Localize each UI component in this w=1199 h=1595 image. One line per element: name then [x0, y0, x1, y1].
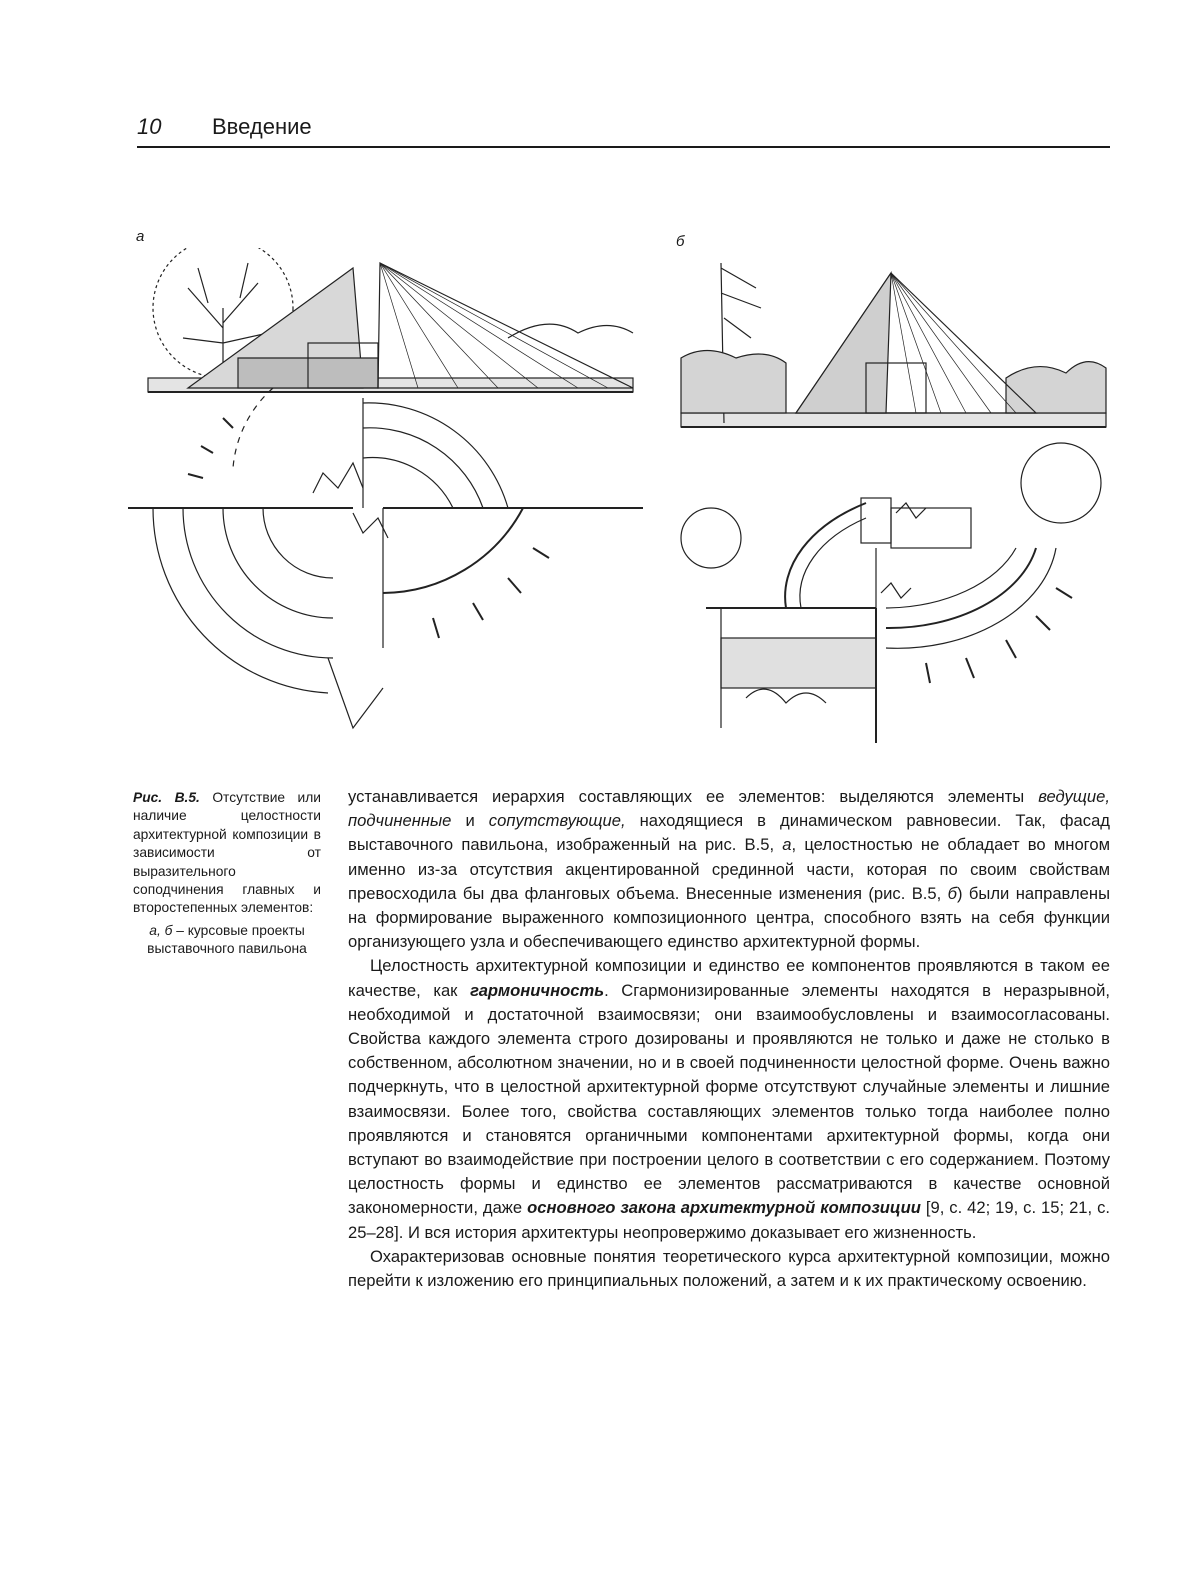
p1-emphasis-2: сопутствующие, [488, 811, 626, 831]
figure-label-b: б [676, 233, 685, 250]
body-text [348, 785, 1110, 1293]
p1-emphasis-3: а [782, 835, 792, 855]
figure-label-a: а [136, 228, 145, 245]
paragraph-2 [348, 954, 1110, 1244]
p2-text-c: [9, с. 42; 19, с. 15; 21, с. 25–28]. И вся история архитектуры неопровержимо доказывает его жизненность. [348, 1198, 1110, 1242]
p1-text-b: и [451, 811, 489, 831]
p2-term-2: основного закона архитектурной композиции [527, 1198, 921, 1218]
p1-text-a: устанавливается иерархия составляющих ее элементов: выделяются элементы [348, 787, 1039, 806]
caption-legend-labels: а, б [149, 922, 173, 938]
p1-text-d: , целостностью не обладает во многом именно из-за отсутствия акцентированной срединной части, которая по своим свойствам превосходила бы два фланговых объема. Внесенные изменения (рис. В.5, [348, 835, 1110, 903]
p1-text-e: ) были направлены на формирование выраженного композиционного центра, способного взять на себя функции организующего узла и обеспечивающего единство архитектурной формы. [348, 883, 1110, 952]
p1-emphasis-1: ведущие, подчиненные [348, 787, 1110, 831]
page-number: 10 [137, 114, 162, 139]
pavilion-b-drawing [676, 248, 1116, 748]
caption-title: Рис. В.5. [133, 790, 200, 805]
paragraph-1 [348, 785, 1110, 954]
page-header [137, 112, 1110, 148]
p2-text-a: Целостность архитектурной композиции и единство ее компонентов проявляются в таком ее качестве, как [348, 956, 1110, 1000]
paragraph-3: Охарактеризовав основные понятия теоретического курса архитектурной композиции, можно перейти к изложению его принципиальных положений, а затем и к их практическому освоению. [348, 1246, 1110, 1291]
caption-text: Отсутствие или наличие целостности архитектурной композиции в зависимости от выразительного соподчинения главных и второстепенных элементов: [133, 790, 321, 916]
p1-emphasis-4: б [947, 883, 957, 903]
p1-text-c: находящиеся в динамическом равновесии. Так, фасад выставочного павильона, изображенный на рис. В.5, [348, 811, 1110, 855]
p2-term-1: гармоничность [470, 980, 605, 1000]
chapter-title: Введение [212, 114, 312, 139]
figure-caption [133, 789, 321, 963]
p2-text-b: . Сгармонизированные элементы находятся в неразрывной, необходимой и достаточной взаимосвязи; они взаимообусловлены и взаимосогласованы. Свойства каждого элемента строго дозированы и проявляются не только и даже не столько в собственном, абсолютном значении, но и в своей подчиненности целостной форме. Очень важно подчеркнуть, что в целостной архитектурной форме отсутствуют случайные элементы и лишние взаимосвязи. Более того, свойства составляющих элементов только тогда наиболее полно проявляются и становятся органичными компонентами архитектурной формы, когда они вступают во взаимодействие при построении целого в соответствии с его содержанием. Поэтому целостность формы и единство ее элементов рассматриваются в качестве основной закономерности, даже [348, 980, 1111, 1218]
pavilion-a-drawing [128, 248, 648, 748]
caption-legend-text: – курсовые проекты выставочного павильона [147, 922, 307, 957]
